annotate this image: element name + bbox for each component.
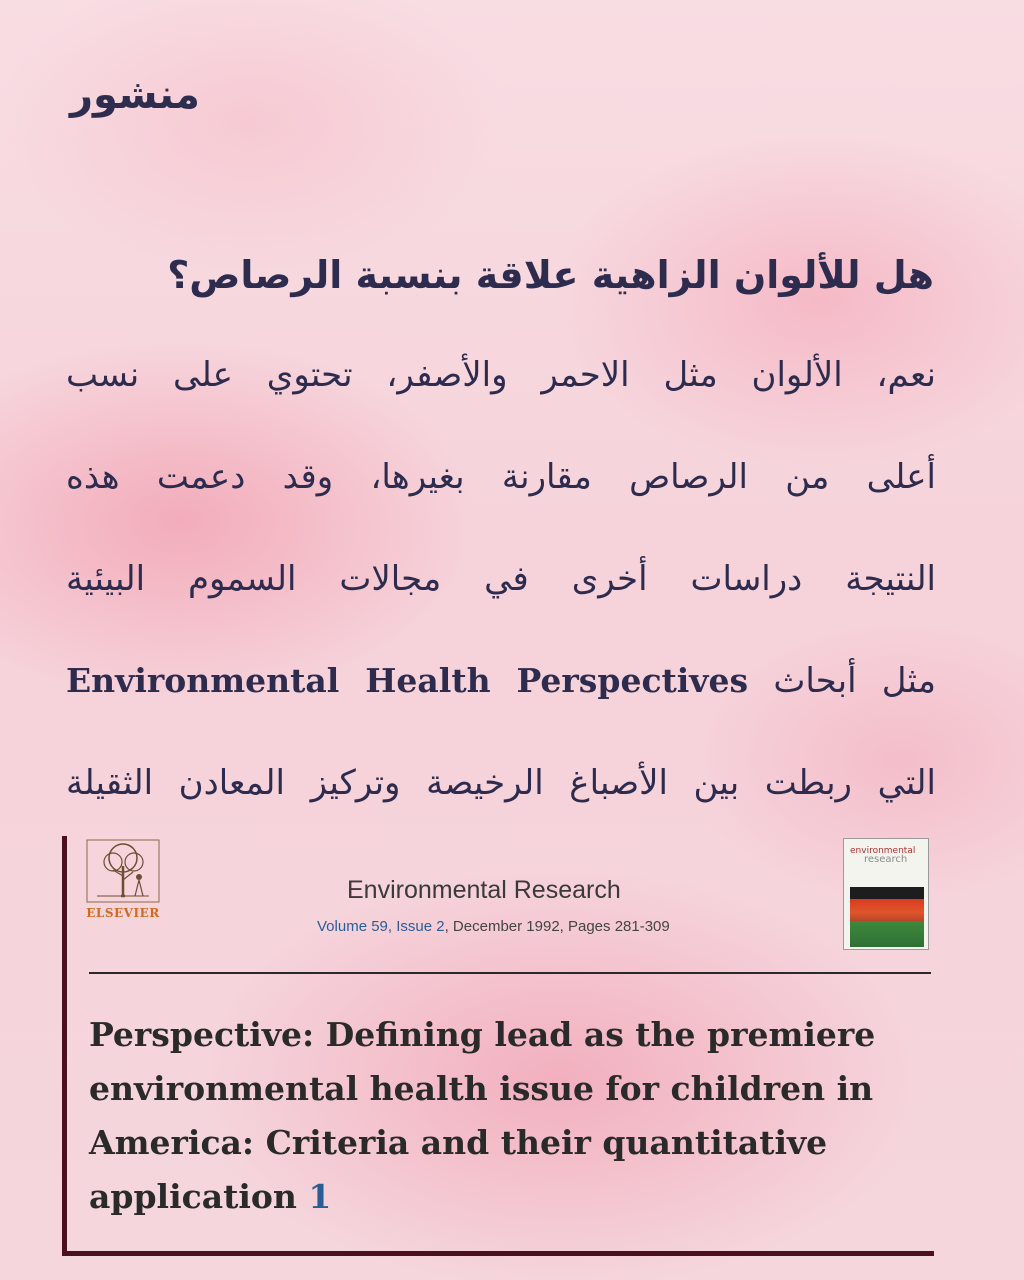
date-pages: , December 1992, Pages 281-309	[444, 918, 670, 935]
journal-cover-thumbnail[interactable]	[843, 838, 929, 950]
journal-meta	[317, 918, 670, 935]
footnote-link[interactable]: 1	[308, 1177, 332, 1216]
cover-subtitle: research	[864, 854, 908, 865]
cover-band-red	[850, 899, 924, 921]
cover-band-green	[850, 921, 924, 947]
journal-title[interactable]: Environmental Research	[347, 876, 621, 904]
body-line: النتيجة دراسات أخرى في مجالات السموم البيئية	[66, 559, 936, 599]
body-line: نعم، الألوان مثل الاحمر والأصفر، تحتوي على نسب	[66, 355, 936, 395]
journal-reference: Environmental Health Perspectives	[66, 661, 749, 700]
divider	[89, 972, 931, 974]
body-line-prefix: مثل أبحاث	[773, 661, 936, 701]
body-paragraph	[66, 345, 936, 855]
paper-citation-card	[62, 836, 934, 1256]
cover-title: environmental	[850, 846, 916, 856]
volume-issue-link[interactable]: Volume 59, Issue 2	[317, 918, 445, 935]
body-line	[66, 651, 936, 753]
body-line: أعلى من الرصاص مقارنة بغيرها، وقد دعمت هذه	[66, 457, 936, 497]
article-title-text: Perspective: Defining lead as the premiere environmental health issue for children in America: Criteria and their quantitative application	[89, 1015, 876, 1216]
publisher-name: ELSEVIER	[86, 906, 160, 920]
brand-logo: منشور	[70, 72, 200, 118]
body-line: التي ربطت بين الأصباغ الرخيصة وتركيز المعادن الثقيلة	[66, 763, 936, 803]
cover-band-black	[850, 887, 924, 899]
headline: هل للألوان الزاهية علاقة بنسبة الرصاص؟	[167, 253, 934, 297]
article-title	[89, 1008, 919, 1224]
